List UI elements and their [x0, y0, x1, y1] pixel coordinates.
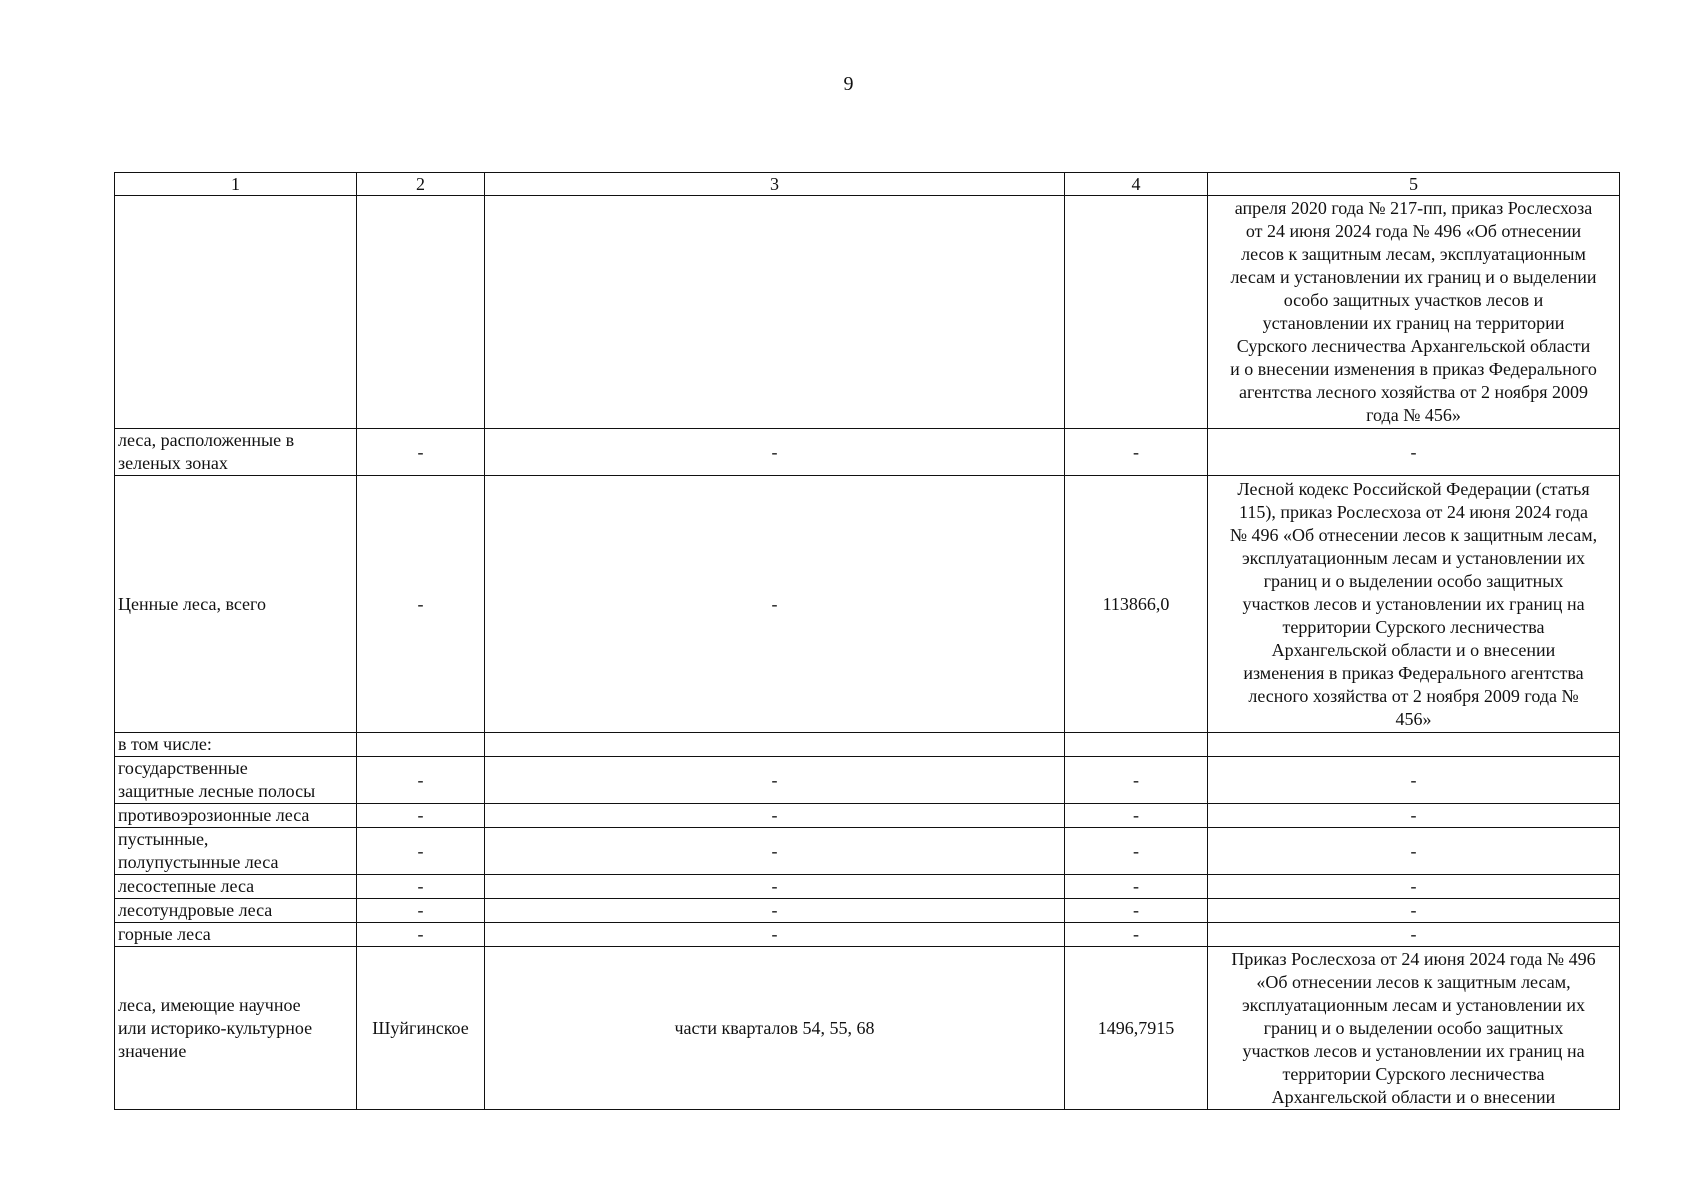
legal-basis-cell: - — [1208, 875, 1620, 899]
table-header-row — [115, 173, 1620, 196]
forest-category-cell: лесостепные леса — [115, 875, 357, 899]
legal-basis-cell: апреля 2020 года № 217-пп, приказ Рослесхоза от 24 июня 2024 года № 496 «Об отнесении лесов к защитным лесам, эксплуатационным лесам и установлении их границ и о выделении особо защитных участков лесов и установлении их границ на территории Сурского лесничества Архангельской области и о внесении изменения в приказ Федерального агентства лесного хозяйства от 2 ноября 2009 года № 456» — [1208, 196, 1620, 429]
area-cell: 1496,7915 — [1065, 947, 1208, 1110]
legal-basis-cell: - — [1208, 899, 1620, 923]
forest-category-cell: Ценные леса, всего — [115, 476, 357, 733]
quarters-cell: - — [485, 757, 1065, 804]
header-cell-1: 1 — [115, 173, 357, 196]
area-cell: - — [1065, 804, 1208, 828]
quarters-cell: - — [485, 828, 1065, 875]
table-row — [115, 923, 1620, 947]
legal-basis-cell: - — [1208, 923, 1620, 947]
table-row — [115, 757, 1620, 804]
quarters-cell: - — [485, 923, 1065, 947]
table-row — [115, 899, 1620, 923]
table-row — [115, 828, 1620, 875]
forestry-district-cell: - — [357, 899, 485, 923]
header-cell-5: 5 — [1208, 173, 1620, 196]
area-cell — [1065, 733, 1208, 757]
quarters-cell — [485, 733, 1065, 757]
table-row — [115, 196, 1620, 429]
legal-basis-cell: Лесной кодекс Российской Федерации (статья 115), приказ Рослесхоза от 24 июня 2024 года № 496 «Об отнесении лесов к защитным лесам, эксплуатационным лесам и установлении их границ и о выделении особо защитных участков лесов и установлении их границ на территории Сурского лесничества Архангельской области и о внесении изменения в приказ Федерального агентства лесного хозяйства от 2 ноября 2009 года № 456» — [1208, 476, 1620, 733]
page-number: 9 — [843, 73, 854, 95]
forestry-district-cell — [357, 733, 485, 757]
table-row — [115, 476, 1620, 733]
forest-category-cell: лесотундровые леса — [115, 899, 357, 923]
header-cell-2: 2 — [357, 173, 485, 196]
legal-basis-cell: Приказ Рослесхоза от 24 июня 2024 года № 496 «Об отнесении лесов к защитным лесам, эксплуатационным лесам и установлении их границ и о выделении особо защитных участков лесов и установлении их границ на территории Сурского лесничества Архангельской области и о внесении — [1208, 947, 1620, 1110]
area-cell — [1065, 196, 1208, 429]
area-cell: - — [1065, 875, 1208, 899]
forest-category-cell: леса, расположенные в зеленых зонах — [115, 429, 357, 476]
table-row — [115, 947, 1620, 1110]
area-cell: 113866,0 — [1065, 476, 1208, 733]
legal-basis-cell: - — [1208, 828, 1620, 875]
forestry-district-cell: Шуйгинское — [357, 947, 485, 1110]
table-row — [115, 804, 1620, 828]
forest-category-cell — [115, 196, 357, 429]
table-row — [115, 733, 1620, 757]
area-cell: - — [1065, 828, 1208, 875]
quarters-cell — [485, 196, 1065, 429]
forestry-district-cell — [357, 196, 485, 429]
forestry-district-cell: - — [357, 804, 485, 828]
forestry-district-cell: - — [357, 757, 485, 804]
forestry-district-cell: - — [357, 875, 485, 899]
forestry-district-cell: - — [357, 429, 485, 476]
forestry-district-cell: - — [357, 828, 485, 875]
area-cell: - — [1065, 899, 1208, 923]
quarters-cell: - — [485, 875, 1065, 899]
quarters-cell: - — [485, 804, 1065, 828]
quarters-cell: части кварталов 54, 55, 68 — [485, 947, 1065, 1110]
header-cell-3: 3 — [485, 173, 1065, 196]
legal-basis-cell — [1208, 733, 1620, 757]
area-cell: - — [1065, 757, 1208, 804]
forest-category-cell: государственные защитные лесные полосы — [115, 757, 357, 804]
forest-category-cell: леса, имеющие научное или историко-культурное значение — [115, 947, 357, 1110]
area-cell: - — [1065, 923, 1208, 947]
forest-category-cell: в том числе: — [115, 733, 357, 757]
quarters-cell: - — [485, 476, 1065, 733]
area-cell: - — [1065, 429, 1208, 476]
forest-category-cell: противоэрозионные леса — [115, 804, 357, 828]
header-cell-4: 4 — [1065, 173, 1208, 196]
table-row — [115, 875, 1620, 899]
legal-basis-cell: - — [1208, 804, 1620, 828]
quarters-cell: - — [485, 899, 1065, 923]
forest-table — [114, 172, 1620, 1110]
forest-category-cell: пустынные, полупустынные леса — [115, 828, 357, 875]
forestry-district-cell: - — [357, 476, 485, 733]
forest-category-cell: горные леса — [115, 923, 357, 947]
forestry-district-cell: - — [357, 923, 485, 947]
quarters-cell: - — [485, 429, 1065, 476]
table-row — [115, 429, 1620, 476]
legal-basis-cell: - — [1208, 429, 1620, 476]
legal-basis-cell: - — [1208, 757, 1620, 804]
